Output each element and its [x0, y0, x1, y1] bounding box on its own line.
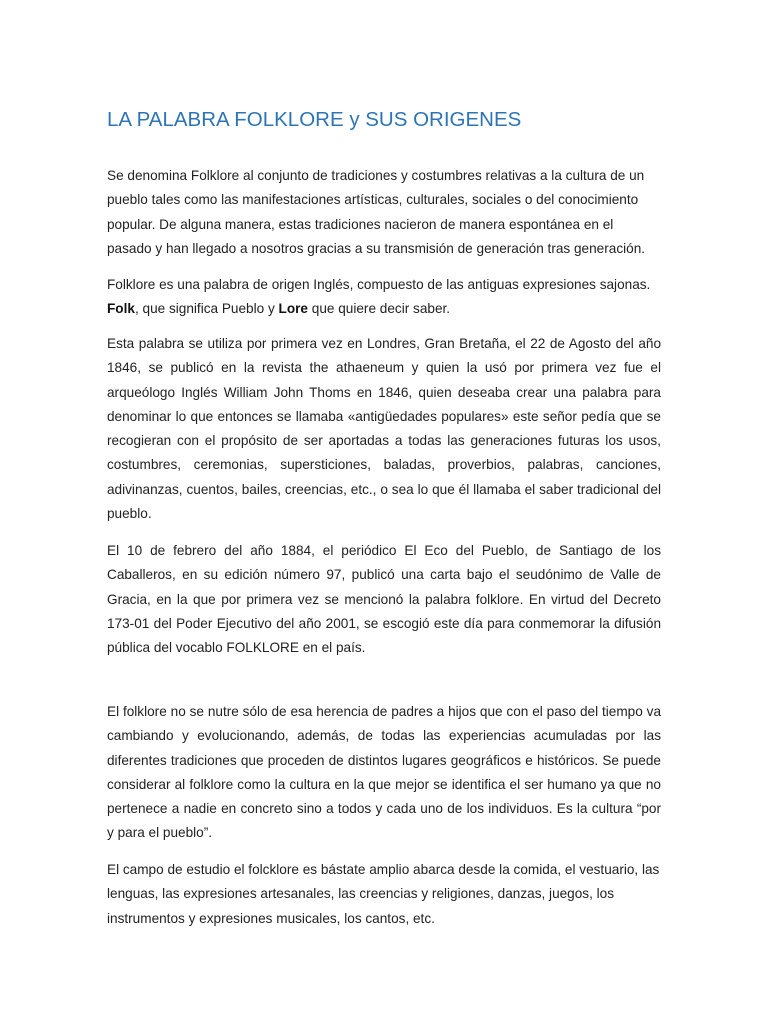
paragraph-origin-mid: , que significa Pueblo y [134, 301, 279, 317]
paragraph-first-use: Esta palabra se utiliza por primera vez en Londres, Gran Bretaña, el 22 de Agosto del año 1846, se publicó en la revista the athaeneum y quien la usó por primera vez fue el arqueólogo Inglés William John Thoms en 1846, quien deseaba crear una palabra para denominar lo que entonces se llamaba «antigüedades populares» este señor pedía que se recogieran con el propósito de ser aportadas a todas las generaciones futuras los usos, costumbres, ceremonias, supersticiones, baladas, proverbios, palabras, canciones, adivinanzas, cuentos, bailes, creencias, etc., o sea lo que él llamaba el saber tradicional del pueblo. [107, 336, 661, 522]
term-folk: Folk [107, 301, 135, 317]
paragraph-heritage: El folklore no se nutre sólo de esa herencia de padres a hijos que con el paso del tiempo va cambiando y evolucionando, además, de todas las experiencias acumuladas por las diferentes tradiciones que proceden de distintos lugares geográficos e históricos. Se puede considerar al folklore como la cultura en la que mejor se identifica el ser humano ya que no pertenece a nadie en concreto sino a todos y cada uno de los individuos. Es la cultura “por y para el pueblo”. [107, 704, 661, 841]
paragraph-origin-intro: Folklore es una palabra de origen Inglés, compuesto de las antiguas expresiones sajonas. [107, 277, 651, 292]
paragraph-field-of-study: El campo de estudio el folcklore es bástate amplio abarca desde la comida, el vestuario, las lenguas, las expresiones artesanales, las creencias y religiones, danzas, juegos, los instrumentos y expresiones musicales, los cantos, etc. [107, 862, 660, 926]
paragraph-origin-end: que quiere decir saber. [308, 301, 451, 317]
term-lore: Lore [278, 301, 308, 317]
paragraph-origin [107, 273, 661, 322]
paragraph-definition: Se denomina Folklore al conjunto de tradiciones y costumbres relativas a la cultura de un pueblo tales como las manifestaciones artísticas, culturales, sociales o del conocimiento popular. De alguna manera, estas tradiciones nacieron de manera espontánea en el pasado y han llegado a nosotros gracias a su transmisión de generación tras generación. [107, 168, 646, 256]
document-title: LA PALABRA FOLKLORE y SUS ORIGENES [107, 108, 522, 131]
paragraph-eco-del-pueblo: El 10 de febrero del año 1884, el periódico El Eco del Pueblo, de Santiago de los Caballeros, en su edición número 97, publicó una carta bajo el seudónimo de Valle de Gracia, en la que por primera vez se mencionó la palabra folklore. En virtud del Decreto 173-01 del Poder Ejecutivo del año 2001, se escogió este día para conmemorar la difusión pública del vocablo FOLKLORE en el país. [107, 543, 661, 656]
